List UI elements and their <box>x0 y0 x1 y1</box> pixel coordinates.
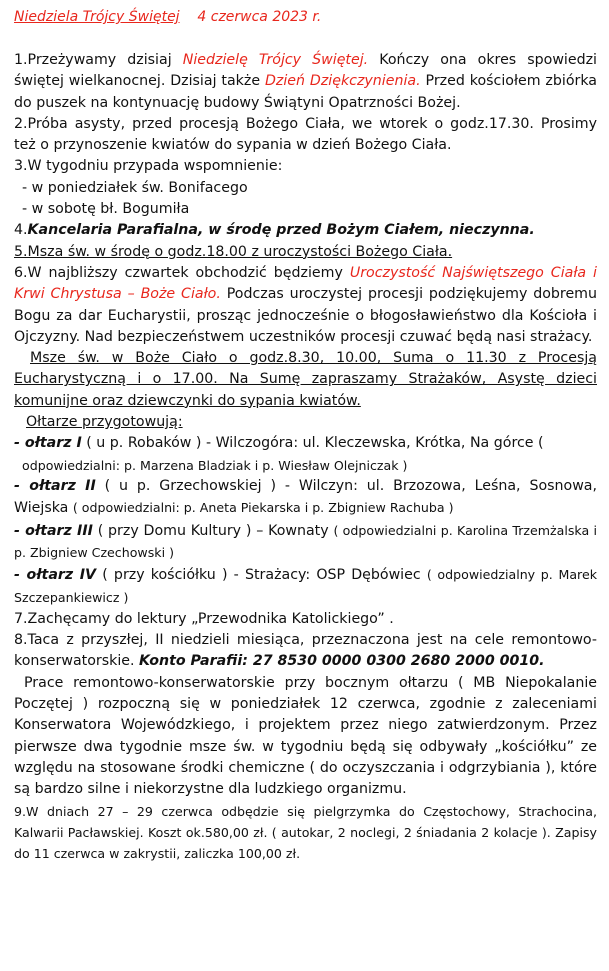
item-3: 3.W tygodniu przypada wspomnienie: <box>14 158 283 175</box>
office-closed-note: Kancelaria Parafialna, w środę przed Bożym Ciałem, nieczynna. <box>27 222 535 239</box>
altar-2: - ołtarz II ( u p. Grzechowskiej ) - Wilczyn: ul. Brzozowa, Leśna, Sosnowa, Wiejska ( odpowiedzialni: p. Aneta Piekarska i p. Zbigniew Rachuba ) <box>14 478 597 517</box>
item-8: 8.Taca z przyszłej, II niedzieli miesiąca, przeznaczona jest na cele remontowo-konserwatorskie. Konto Parafii: 27 8530 0000 0300 2680 2000 0010. <box>14 632 597 670</box>
item-9: 9.W dniach 27 – 29 czerwca odbędzie się pielgrzymka do Częstochowy, Strachocina, Kalwarii Pacławskiej. Koszt ok.580,00 zł. ( autokar, 2 noclegi, 2 śniadania 2 kolacje ). Zapisy do 11 czerwca w zakrystii, zaliczka 100,00 zł. <box>14 803 597 862</box>
altar-3: - ołtarz III ( przy Domu Kultury ) – Kownaty ( odpowiedzialni p. Karolina Trzemżalska i p. Zbigniew Czechowski ) <box>14 522 598 560</box>
item-6: 6.W najbliższy czwartek obchodzić będziemy Uroczystość Najświętszego Ciała i Krwi Chrystusa – Boże Ciało. Podczas uroczystej procesji podziękujemy dobremu Bogu za dar Eucharystii, prosząc jednocześnie o błogosławieństwo dla Kościoła i Ojczyzny. Nad bezpieczeństwem uczestników procesji czuwać będą nasi strażacy. <box>14 264 597 345</box>
title-date: 4 czerwca 2023 r. <box>197 9 322 25</box>
altar-1-responsible: odpowiedzialni: p. Marzena Bladziak i p. Wiesław Olejniczak ) <box>22 457 408 473</box>
altars-intro: Ołtarze przygotowują: <box>26 414 183 431</box>
item-6-masses: Msze św. w Boże Ciało o godz.8.30, 10.00, Suma o 11.30 z Procesją Eucharystyczną i o 17.00. Na Sumę zapraszamy Strażaków, Asystę dzieci komunijne oraz dziewczynki do sypania kwiatów. <box>14 350 597 409</box>
item-7: 7.Zachęcamy do lektury „Przewodnika Katolickiego” . <box>14 610 394 627</box>
altar-4: - ołtarz IV ( przy kościółku ) - Strażacy: OSP Dębówiec ( odpowiedzialny p. Marek Szczepankiewicz ) <box>14 567 597 605</box>
item-1: 1.Przeżywamy dzisiaj Niedzielę Trójcy Świętej. Kończy ona okres spowiedzi świętej wielkanocnej. Dzisiaj także Dzień Dziękczynienia. Przed kościołem zbiórka do puszek na kontynuację budowy Świątyni Opatrzności Bożej. <box>14 52 597 111</box>
item-2: 2.Próba asysty, przed procesją Bożego Ciała, we wtorek o godz.17.30. Prosimy też o przynoszenie kwiatów do sypania w dzień Bożego Ciała. <box>14 115 597 154</box>
title-feast: Niedziela Trójcy Świętej <box>14 9 180 25</box>
feast-highlight: Niedzielę Trójcy Świętej. <box>182 52 369 68</box>
bank-account: Konto Parafii: 27 8530 0000 0300 2680 2000 0010. <box>139 653 545 670</box>
item-3-line-1: - w poniedziałek św. Bonifacego <box>22 179 248 196</box>
corpus-christi-highlight: Uroczystość Najświętszego Ciała i Krwi Chrystusa – Boże Ciało. <box>14 264 597 303</box>
item-5: 5.Msza św. w środę o godz.18.00 z uroczystości Bożego Ciała. <box>14 243 453 260</box>
item-4: 4.Kancelaria Parafialna, w środę przed Bożym Ciałem, nieczynna. <box>14 222 535 239</box>
altar-1: - ołtarz I ( u p. Robaków ) - Wilczogóra: ul. Kleczewska, Krótka, Na górce ( <box>14 435 544 452</box>
thanksgiving-highlight: Dzień Dziękczynienia. <box>264 73 421 90</box>
page-title <box>14 6 597 28</box>
item-3-line-2: - w sobotę bł. Bogumiła <box>22 201 190 218</box>
item-8-works: Prace remontowo-konserwatorskie przy bocznym ołtarzu ( MB Niepokalanie Poczętej ) rozpoczną się w poniedziałek 12 czerwca, zgodnie z zaleceniami Konserwatora Wojewódzkiego, i projektem przez niego zatwierdzonym. Przez pierwsze dwa tygodnie msze św. w tygodniu będą się odbywały „kościółku” ze względu na stosowane środki chemiczne ( do oczyszczania i odgrzybiania ), które są bardzo silne i niekorzystne dla ludzkiego organizmu. <box>14 674 597 798</box>
